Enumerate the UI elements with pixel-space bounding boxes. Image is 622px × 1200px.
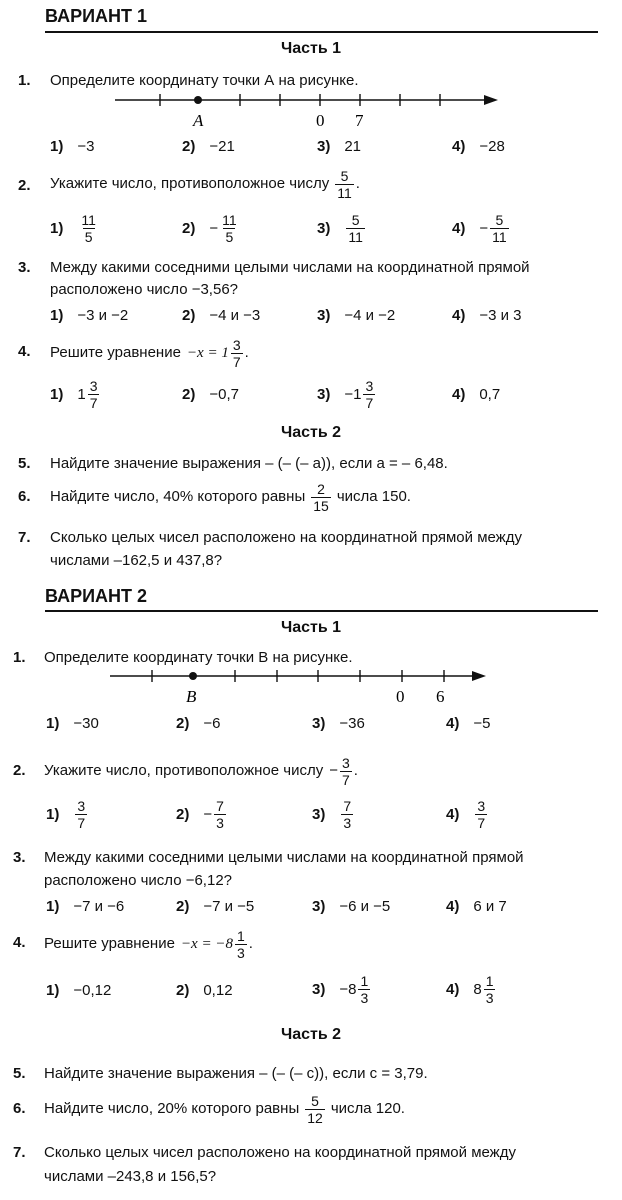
v2-q3-number: 3.: [13, 849, 26, 866]
v2-label-6: 6: [436, 687, 445, 706]
v1-q4-option-3[interactable]: 3) −1 $\frac{3}{7}$: [317, 378, 374, 411]
v2-q1-option-3[interactable]: 3) −36: [312, 715, 365, 732]
variant2-rule: [45, 610, 598, 612]
v1-q5-number: 5.: [18, 455, 31, 472]
v2-q4-option-1[interactable]: 1) −0,12: [46, 982, 112, 999]
v1-q6-fraction: $\frac{2}{15}$: [313, 480, 329, 514]
v2-q4-option-2[interactable]: 2) 0,12: [176, 982, 233, 999]
v2-part1-heading: Часть 1: [280, 619, 342, 636]
v1-q2-option-4[interactable]: 4) − $\frac{5}{11}$: [452, 212, 507, 245]
v2-q4-option-3[interactable]: 3) −8 $\frac{1}{3}$: [312, 973, 369, 1006]
v1-q3-option-2[interactable]: 2) −4 и −3: [182, 307, 261, 324]
v1-q2-text: Укажите число, противоположное числу: [50, 175, 330, 192]
v2-q6-fraction: $\frac{5}{12}$: [307, 1092, 323, 1126]
v2-q4-text: Решите уравнение: [44, 935, 175, 952]
v2-q1-option-1[interactable]: 1) −30: [46, 715, 99, 732]
v1-q4-option-2[interactable]: 2) −0,7: [182, 386, 239, 403]
v2-q2-option-1[interactable]: 1) $\frac{3}{7}$: [46, 798, 86, 831]
v2-number-line: [0, 664, 622, 708]
v2-q5-text: Найдите значение выражения – (– (– c)), если c = 3,79.: [44, 1065, 428, 1082]
v1-q7-text-line1: Сколько целых чисел расположено на координатной прямой между: [50, 529, 522, 546]
variant2-title: ВАРИАНТ 2: [45, 586, 148, 606]
v1-number-line: [0, 88, 622, 132]
v2-q1-option-2[interactable]: 2) −6: [176, 715, 221, 732]
v2-q3-text-line2: расположено число −6,12?: [44, 872, 233, 889]
variant1-rule: [45, 31, 598, 33]
v1-q4-number: 4.: [18, 343, 31, 360]
v1-label-a: A: [193, 111, 204, 130]
v2-q7-text-line2: числами –243,8 и 156,5?: [44, 1168, 217, 1185]
v2-q6-text: Найдите число, 20% которого равны: [44, 1100, 300, 1117]
v2-q4-equation: −x = −8: [180, 936, 233, 952]
v2-axis-arrow: [472, 671, 486, 681]
variant1-title: ВАРИАНТ 1: [45, 6, 148, 26]
v2-q2-option-2[interactable]: 2) − $\frac{7}{3}$: [176, 798, 224, 831]
v1-q4-option-4[interactable]: 4) 0,7: [452, 386, 501, 403]
v1-q3-option-4[interactable]: 4) −3 и 3: [452, 307, 522, 324]
v1-q1-option-1[interactable]: 1) −3: [50, 138, 95, 155]
v1-q4-equation: −x = 1: [186, 345, 229, 361]
v2-q3-option-1[interactable]: 1) −7 и −6: [46, 898, 125, 915]
v1-q2-option-3[interactable]: 3) $\frac{5}{11}$: [317, 212, 363, 245]
v2-q3-option-3[interactable]: 3) −6 и −5: [312, 898, 391, 915]
v1-q2-option-1[interactable]: 1) $\frac{11}{5}$: [50, 212, 96, 245]
v2-part2-heading: Часть 2: [280, 1026, 342, 1043]
v1-q3-number: 3.: [18, 259, 31, 276]
v1-q1-text: Определите координату точки А на рисунке.: [50, 72, 359, 89]
v2-q5-number: 5.: [13, 1065, 26, 1082]
v2-q3-option-4[interactable]: 4) 6 и 7: [446, 898, 507, 915]
v1-q4-option-1[interactable]: 1) 1 $\frac{3}{7}$: [50, 378, 98, 411]
v2-q2-number: 2.: [13, 762, 26, 779]
v2-label-b: B: [186, 687, 197, 706]
v2-q1-text: Определите координату точки В на рисунке.: [44, 649, 353, 666]
v2-q2-option-3[interactable]: 3) $\frac{7}{3}$: [312, 798, 352, 831]
v2-q7-text-line1: Сколько целых чисел расположено на координатной прямой между: [44, 1144, 516, 1161]
v2-q1-option-4[interactable]: 4) −5: [446, 715, 491, 732]
v2-q6-number: 6.: [13, 1100, 26, 1117]
v1-part1-heading: Часть 1: [280, 40, 342, 57]
v1-q1-option-4[interactable]: 4) −28: [452, 138, 505, 155]
v2-q3-text-line1: Между какими соседними целыми числами на координатной прямой: [44, 849, 524, 866]
v2-q4-fraction: $\frac{1}{3}$: [236, 927, 245, 961]
v2-point-b: [189, 672, 197, 680]
v1-label-0: 0: [316, 111, 325, 130]
v1-q3-text-line2: расположено число −3,56?: [50, 281, 239, 298]
v1-q7-text-line2: числами –162,5 и 437,8?: [50, 552, 223, 569]
v2-q2-fraction: $\frac{3}{7}$: [342, 754, 350, 788]
v2-label-0: 0: [396, 687, 405, 706]
v2-q2-option-4[interactable]: 4) $\frac{3}{7}$: [446, 798, 486, 831]
v1-q2-fraction: $\frac{5}{11}$: [337, 167, 352, 201]
v1-point-a: [194, 96, 202, 104]
v2-q1-number: 1.: [13, 649, 26, 666]
v1-q4-text: Решите уравнение: [50, 344, 181, 361]
v1-q4-fraction: $\frac{3}{7}$: [232, 336, 241, 370]
v1-q1-number: 1.: [18, 72, 31, 89]
v1-label-7: 7: [355, 111, 364, 130]
v1-part2-heading: Часть 2: [280, 424, 342, 441]
v2-q4-number: 4.: [13, 934, 26, 951]
v1-q3-option-3[interactable]: 3) −4 и −2: [317, 307, 396, 324]
v1-q6-text: Найдите число, 40% которого равны: [50, 488, 306, 505]
v1-q7-number: 7.: [18, 529, 31, 546]
v1-q1-option-2[interactable]: 2) −21: [182, 138, 235, 155]
v1-q5-text: Найдите значение выражения – (– (– a)), если a = – 6,48.: [50, 455, 448, 472]
v2-q2-text: Укажите число, противоположное числу: [44, 762, 324, 779]
v1-q2-option-2[interactable]: 2) − $\frac{11}{5}$: [182, 212, 237, 245]
v2-q4-option-4[interactable]: 4) 8 $\frac{1}{3}$: [446, 973, 494, 1006]
v1-axis-arrow: [484, 95, 498, 105]
v2-q7-number: 7.: [13, 1144, 26, 1161]
v1-q3-text-line1: Между какими соседними целыми числами на координатной прямой: [50, 259, 530, 276]
v1-q1-option-3[interactable]: 3) 21: [317, 138, 362, 155]
v1-q2-number: 2.: [18, 177, 31, 194]
v2-q3-option-2[interactable]: 2) −7 и −5: [176, 898, 255, 915]
v1-q6-number: 6.: [18, 488, 31, 505]
v1-q3-option-1[interactable]: 1) −3 и −2: [50, 307, 129, 324]
